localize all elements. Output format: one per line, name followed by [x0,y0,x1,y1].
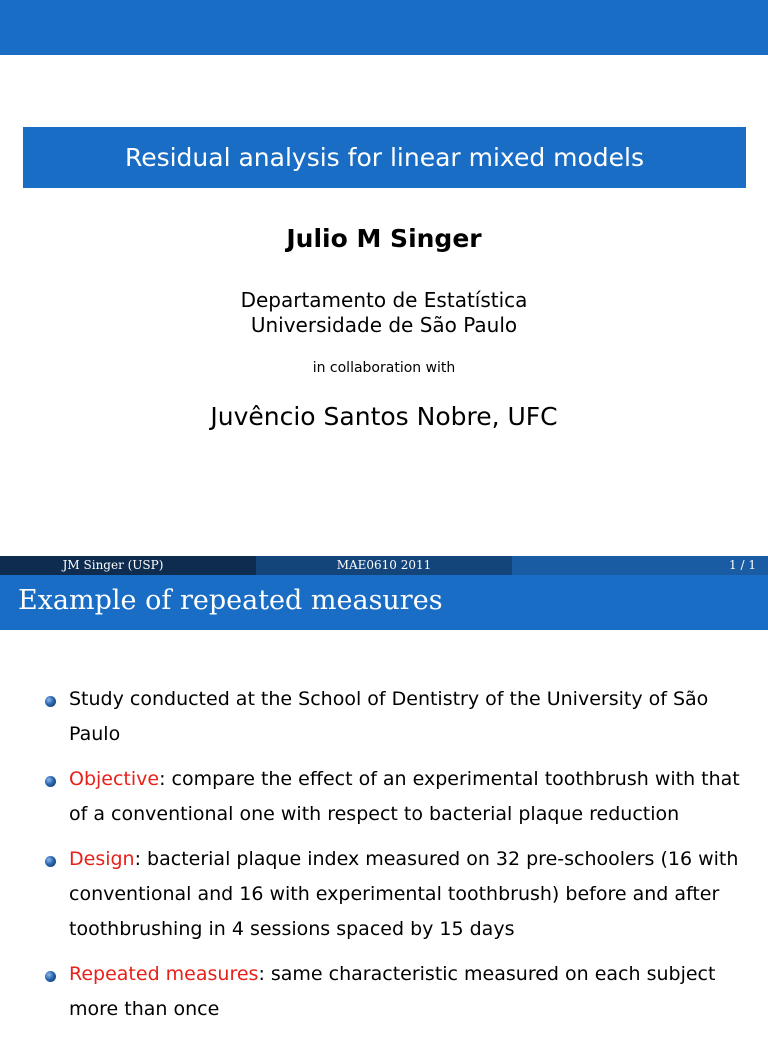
bullet-label: Objective [69,768,160,790]
bullet-icon [45,856,56,867]
presentation-title [23,127,746,188]
author-name: Julio M Singer [286,224,482,253]
bullet-icon [45,696,56,707]
slide-footer [0,556,768,575]
bullet-text: : bacterial plaque index measured on 32 pre-schoolers (16 with conventional and 16 with experimental toothbrush) before and after toothbrushing in 4 sessions spaced by 15 days [69,848,739,940]
presentation-title-text: Residual analysis for linear mixed models [124,143,645,172]
bullet-text: Study conducted at the School of Dentistry of the University of São Paulo [69,688,709,745]
university: Universidade de São Paulo [250,313,518,337]
footer-page-number: 1 / 1 [512,556,768,575]
bullet-icon [45,971,56,982]
department: Departamento de Estatística [240,288,528,312]
list-item [0,842,768,947]
list-item [0,957,768,1027]
bullet-label: Design [69,848,135,870]
coauthor-name: Juvêncio Santos Nobre, UFC [210,402,558,431]
bullet-label: Repeated measures [69,963,259,985]
footer-course: MAE0610 2011 [256,556,512,575]
affiliation [0,288,768,338]
bullet-text: : same characteristic measured on each subject more than once [69,963,716,1020]
list-item [0,682,768,752]
slide-title: Example of repeated measures [0,575,768,630]
footer-author: JM Singer (USP) [0,556,256,575]
collaboration-note: in collaboration with [312,360,456,376]
bullet-icon [45,776,56,787]
bullet-text: : compare the effect of an experimental toothbrush with that of a conventional one with respect to bacterial plaque reduction [69,768,740,825]
bullet-list [0,682,768,1037]
list-item [0,762,768,832]
top-bar [0,0,768,55]
